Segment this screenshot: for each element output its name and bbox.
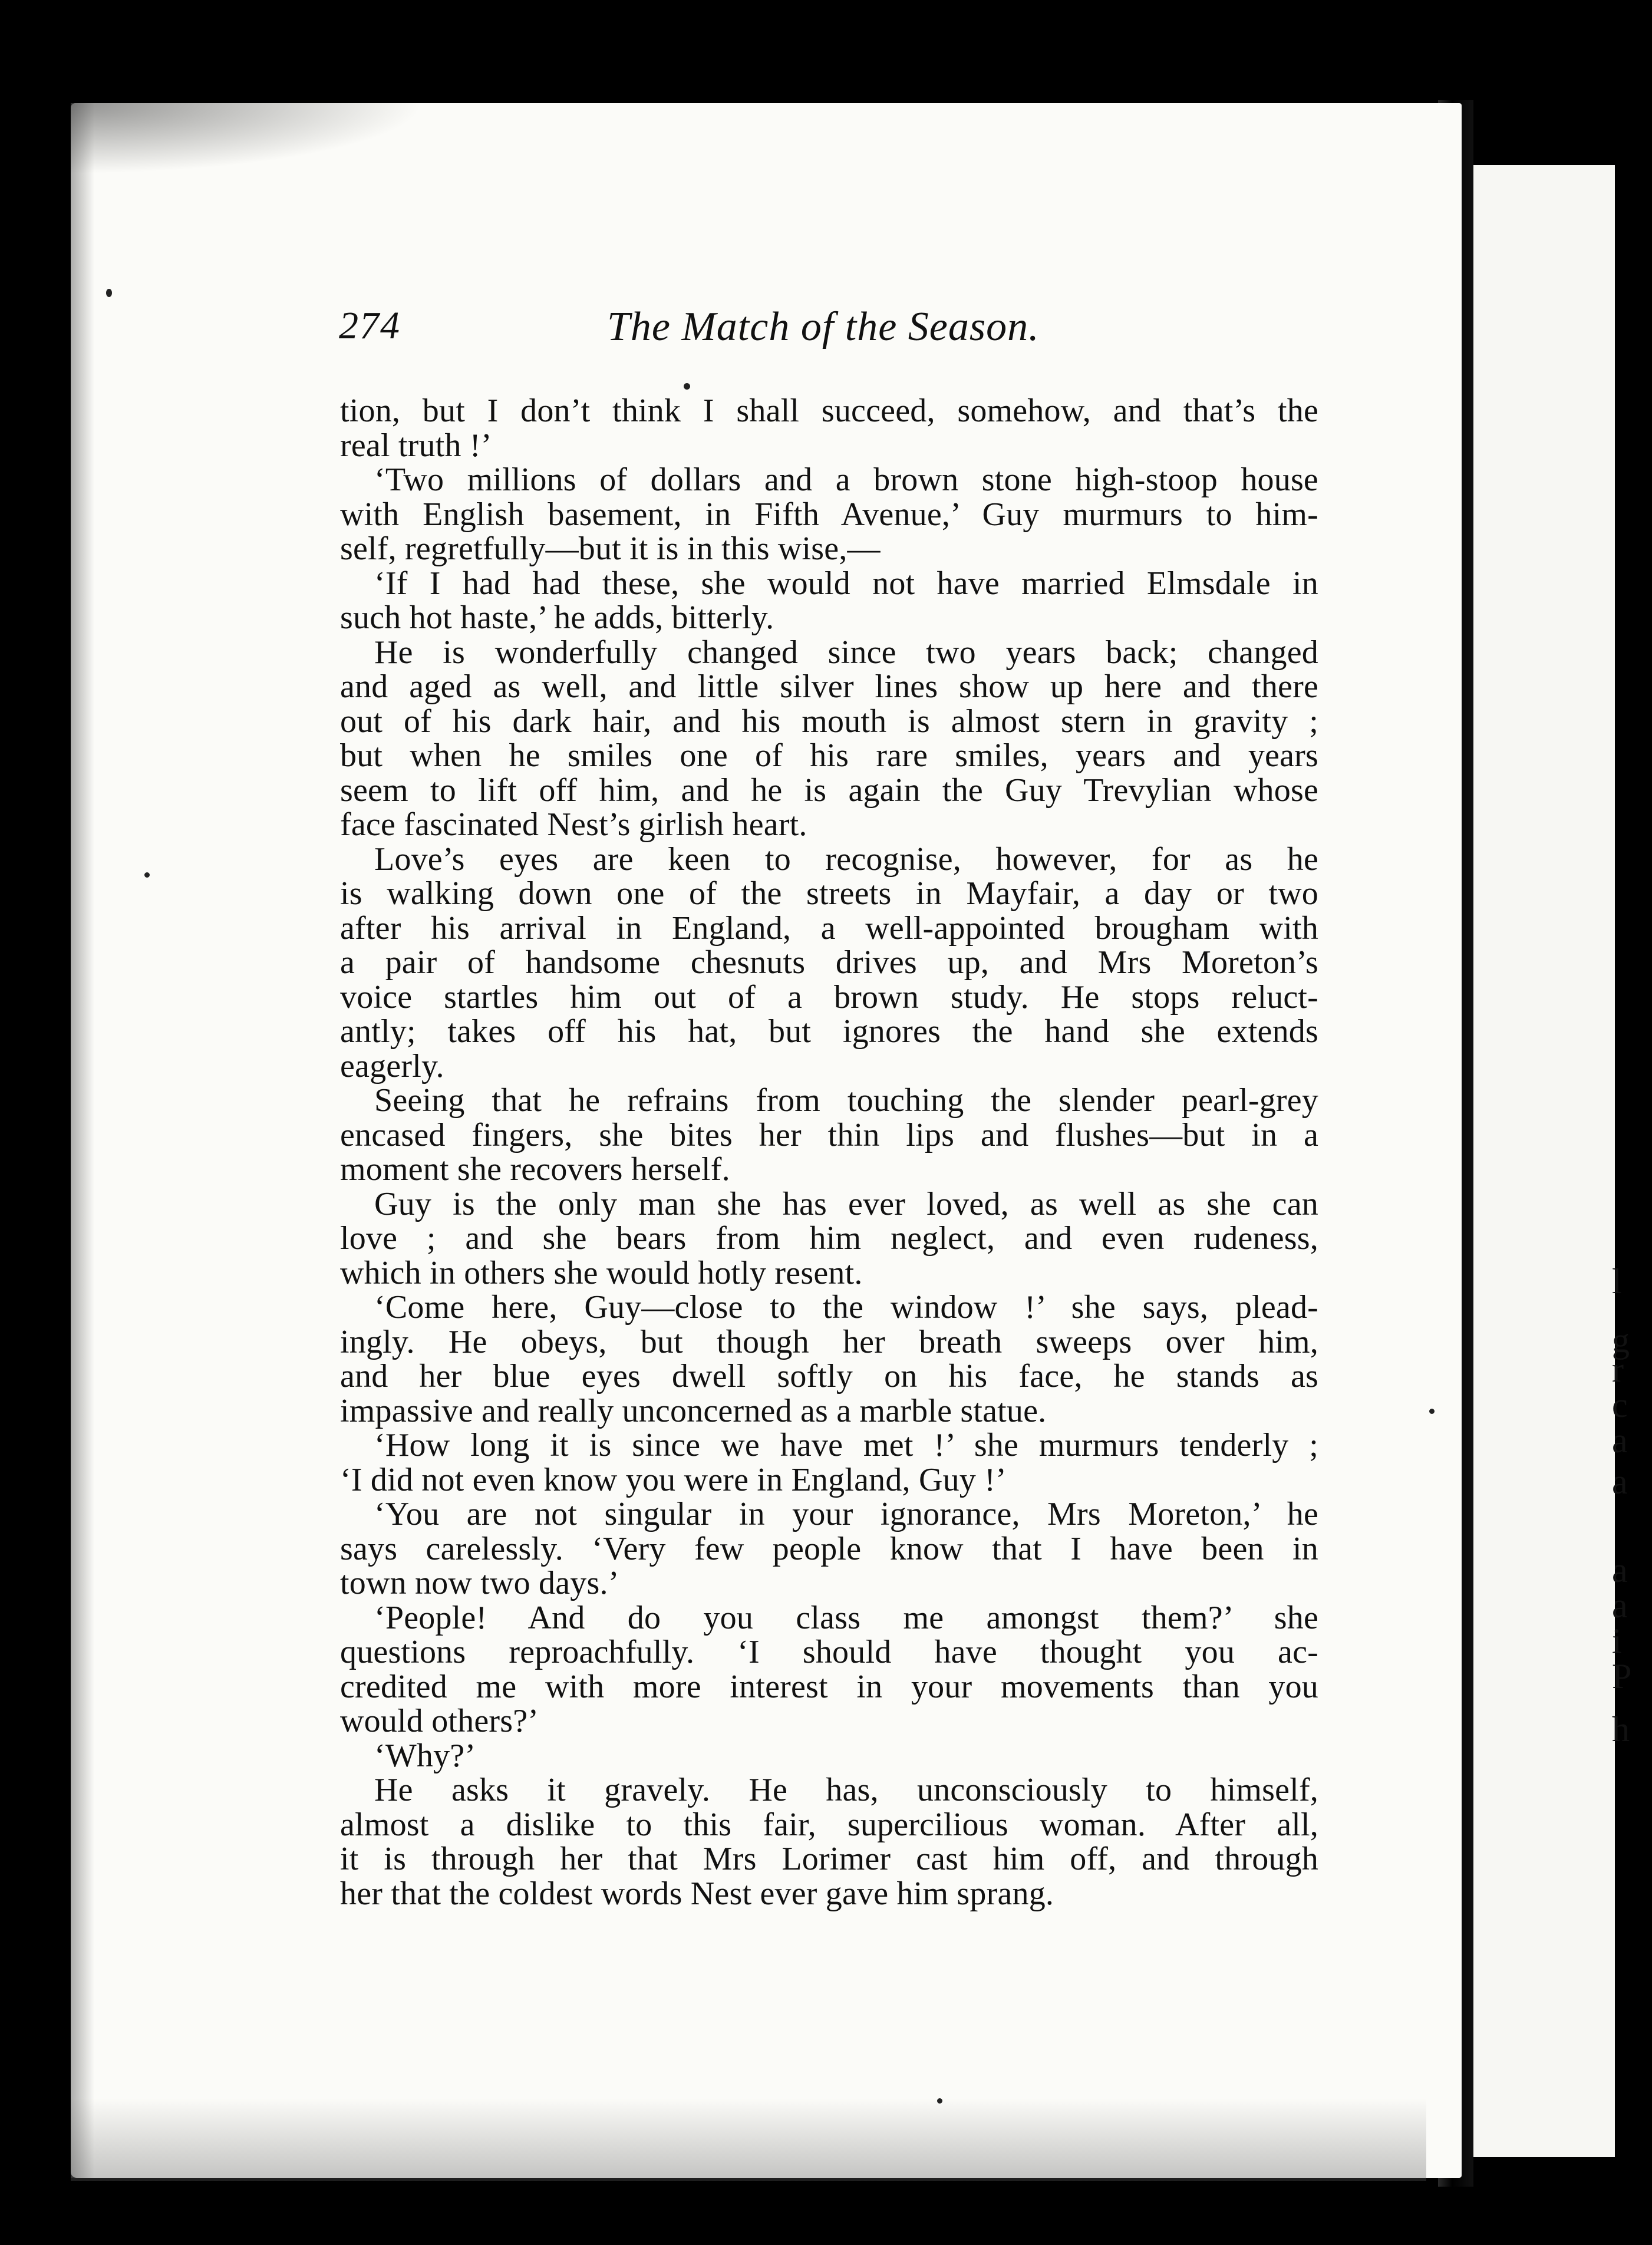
facing-page-letter: a — [1612, 1586, 1628, 1625]
text-line: ‘How long it is since we have met !’ she murmurs tenderly ; — [374, 1427, 1318, 1463]
facing-page-letter: h — [1612, 1710, 1630, 1749]
text-line: eagerly. — [340, 1047, 444, 1084]
text-line: He is wonderfully changed since two years back; changed — [374, 634, 1318, 671]
facing-page-letter: g — [1612, 1321, 1630, 1360]
text-line: ‘I did not even know you were in England, Guy !’ — [340, 1461, 1007, 1498]
running-head — [339, 304, 1341, 357]
facing-page-letter: P — [1612, 1657, 1632, 1696]
scan-speck — [684, 383, 690, 390]
text-line: but when he smiles one of his rare smiles, years and years — [340, 737, 1318, 774]
text-line: a pair of handsome chesnuts drives up, and Mrs Moreton’s — [340, 944, 1318, 981]
page-title: The Match of the Season. — [607, 304, 1040, 350]
facing-page-letter: a — [1612, 1551, 1628, 1590]
text-line: ‘Two millions of dollars and a brown stone high-stoop house — [374, 461, 1318, 498]
facing-page-letter: a — [1612, 1421, 1628, 1460]
text-line: real truth !’ — [340, 427, 492, 464]
text-line: town now two days.’ — [340, 1565, 619, 1601]
facing-page-letter: l — [1612, 1262, 1622, 1301]
text-line: credited me with more interest in your movements than you — [340, 1668, 1318, 1705]
text-line: would others?’ — [340, 1703, 539, 1739]
text-line: Seeing that he refrains from touching the slender pearl-grey — [374, 1082, 1318, 1119]
facing-page-letter: i — [1612, 1621, 1622, 1660]
scan-speck — [144, 872, 150, 878]
text-line: questions reproachfully. ‘I should have thought you ac- — [340, 1634, 1318, 1670]
text-line: Guy is the only man she has ever loved, as well as she can — [374, 1185, 1318, 1222]
text-line: ‘Why?’ — [374, 1737, 476, 1774]
facing-page-letter: c — [1612, 1386, 1628, 1425]
text-line: He asks it gravely. He has, unconsciously to himself, — [374, 1772, 1318, 1808]
scan-speck — [106, 289, 112, 297]
text-line: Love’s eyes are keen to recognise, however, for as he — [374, 840, 1318, 878]
scan-speck — [1429, 1409, 1435, 1414]
text-line: love ; and she bears from him neglect, and even rudeness, — [340, 1220, 1318, 1257]
page-corner-stain — [71, 103, 424, 174]
text-line: after his arrival in England, a well-appointed brougham with — [340, 909, 1318, 947]
text-line: her that the coldest words Nest ever gave him sprang. — [340, 1875, 1054, 1912]
scan-speck — [937, 2098, 942, 2104]
text-line: is walking down one of the streets in Mayfair, a day or two — [340, 875, 1318, 912]
text-line: out of his dark hair, and his mouth is almost stern in gravity ; — [340, 703, 1318, 740]
text-line: ‘People! And do you class me amongst them?’ she — [374, 1599, 1318, 1636]
text-line: ingly. He obeys, but though her breath sweeps over him, — [340, 1323, 1318, 1360]
text-line: with English basement, in Fifth Avenue,’ Guy murmurs to him- — [340, 496, 1318, 533]
text-line: seem to lift off him, and he is again the Guy Trevylian whose — [340, 772, 1318, 809]
text-line: face fascinated Nest’s girlish heart. — [340, 806, 807, 843]
page-number: 274 — [339, 304, 401, 347]
text-line: and aged as well, and little silver lines show up here and there — [340, 668, 1318, 705]
text-line: almost a dislike to this fair, supercilious woman. After all, — [340, 1806, 1318, 1843]
text-line: voice startles him out of a brown study. He stops reluct- — [340, 978, 1318, 1016]
text-line: ‘You are not singular in your ignorance, Mrs Moreton,’ he — [374, 1496, 1318, 1532]
text-line: tion, but I don’t think I shall succeed, somehow, and that’s the — [340, 393, 1318, 429]
text-line: self, regretfully—but it is in this wise,— — [340, 530, 881, 567]
body-text — [340, 394, 1318, 1911]
facing-page-letter: r — [1612, 1350, 1624, 1389]
text-line: ‘Come here, Guy—close to the window !’ she says, plead- — [374, 1289, 1318, 1326]
text-line: and her blue eyes dwell softly on his face, he stands as — [340, 1358, 1318, 1395]
page-edge-shading — [71, 103, 94, 2178]
page-bottom-stain — [71, 2098, 1426, 2181]
facing-page-letter: a — [1612, 1462, 1628, 1501]
text-line: impassive and really unconcerned as a marble statue. — [340, 1392, 1047, 1429]
text-line: ‘If I had had these, she would not have married Elmsdale in — [374, 565, 1318, 602]
text-line: which in others she would hotly resent. — [340, 1254, 863, 1291]
text-line: it is through her that Mrs Lorimer cast him off, and through — [340, 1841, 1318, 1877]
text-line: encased fingers, she bites her thin lips and flushes—but in a — [340, 1116, 1318, 1153]
text-line: antly; takes off his hat, but ignores the hand she extends — [340, 1013, 1318, 1050]
text-line: such hot haste,’ he adds, bitterly. — [340, 599, 774, 636]
facing-page-edge — [1473, 165, 1632, 2157]
text-line: says carelessly. ‘Very few people know that I have been in — [340, 1530, 1318, 1567]
text-line: moment she recovers herself. — [340, 1151, 730, 1188]
